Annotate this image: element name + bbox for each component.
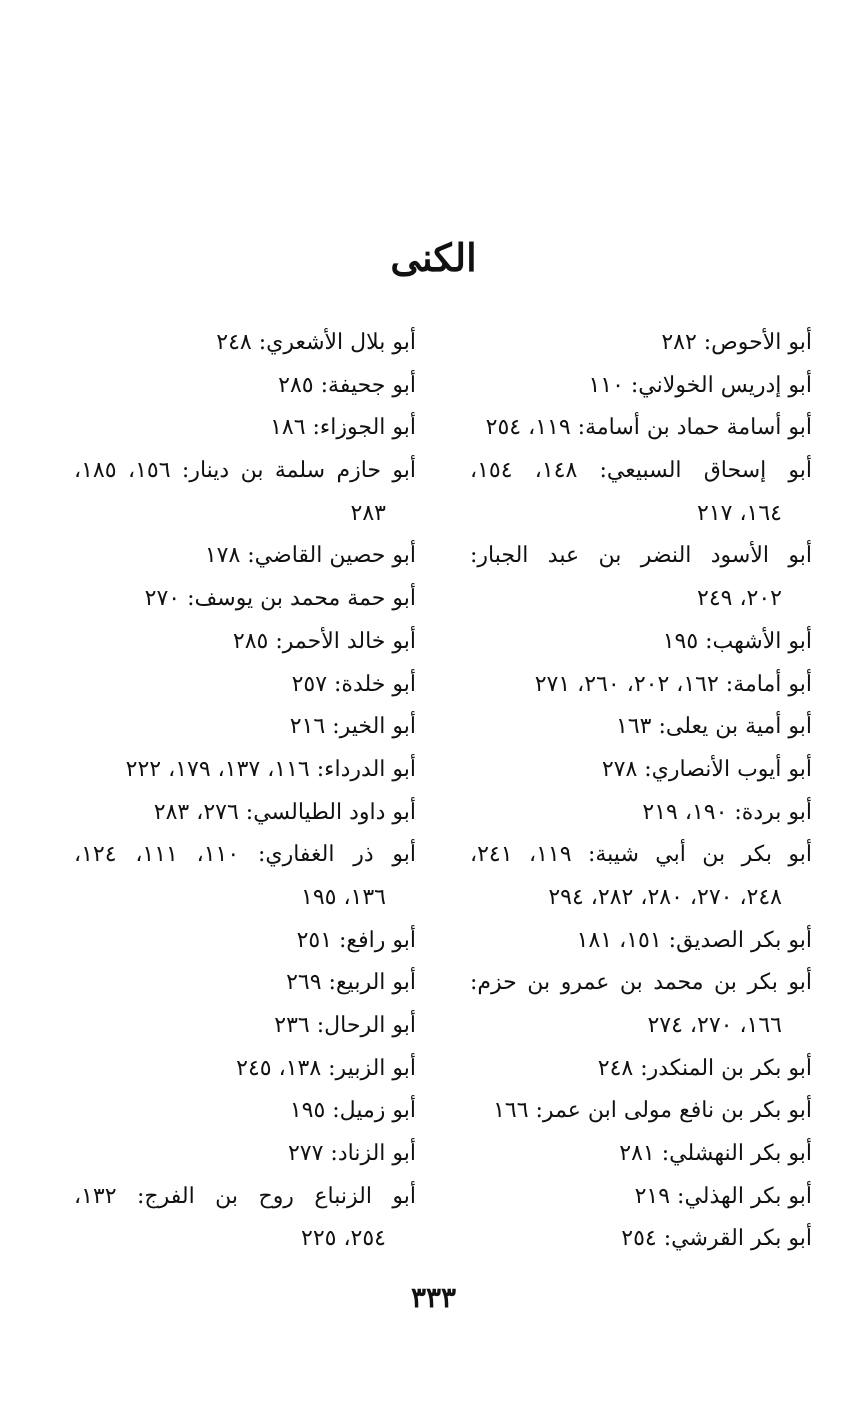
index-entry: أبو زميل: ١٩٥ bbox=[289, 1098, 416, 1124]
index-entry: أبو الجوزاء: ١٨٦ bbox=[270, 415, 416, 441]
index-entry: أبو حصين القاضي: ١٧٨ bbox=[204, 543, 416, 569]
index-entry: أبو الزناد: ٢٧٧ bbox=[287, 1141, 416, 1167]
index-entry: أبو بكر القرشي: ٢٥٤ bbox=[621, 1226, 812, 1252]
index-entry: أبو الأسود النضر بن عبد الجبار: bbox=[470, 543, 812, 569]
index-entry: أبو خالد الأحمر: ٢٨٥ bbox=[232, 628, 416, 654]
index-entry: أبو أمامة: ١٦٢، ٢٠٢، ٢٦٠، ٢٧١ bbox=[534, 671, 812, 697]
index-entry-continuation: ١٦٤، ٢١٧ bbox=[697, 500, 782, 526]
index-entry: أبو بكر بن نافع مولى ابن عمر: ١٦٦ bbox=[493, 1098, 812, 1124]
index-entry: أبو داود الطيالسي: ٢٧٦، ٢٨٣ bbox=[153, 799, 416, 825]
index-entry: أبو جحيفة: ٢٨٥ bbox=[278, 372, 416, 398]
index-entry: أبو الأشهب: ١٩٥ bbox=[662, 628, 812, 654]
index-entry: أبو حازم سلمة بن دينار: ١٥٦، ١٨٥، bbox=[74, 458, 417, 484]
index-entry: أبو الدرداء: ١١٦، ١٣٧، ١٧٩، ٢٢٢ bbox=[125, 756, 416, 782]
index-entry: أبو حمة محمد بن يوسف: ٢٧٠ bbox=[144, 586, 416, 612]
index-entry: أبو بكر بن محمد بن عمرو بن حزم: bbox=[470, 970, 812, 996]
index-entry: أبو خلدة: ٢٥٧ bbox=[291, 671, 416, 697]
index-entry: أبو ذر الغفاري: ١١٠، ١١١، ١٢٤، bbox=[74, 842, 416, 868]
index-entry: أبو أيوب الأنصاري: ٢٧٨ bbox=[601, 756, 812, 782]
index-entry: أبو بردة: ١٩٠، ٢١٩ bbox=[642, 799, 812, 825]
index-entry: أبو الزبير: ١٣٨، ٢٤٥ bbox=[236, 1055, 416, 1081]
index-entry-continuation: ٢٨٣ bbox=[350, 500, 386, 526]
page-title: الكنى bbox=[390, 235, 477, 280]
index-entry: أبو بكر بن المنكدر: ٢٤٨ bbox=[597, 1055, 812, 1081]
index-entry: أبو الرحال: ٢٣٦ bbox=[274, 1013, 416, 1038]
index-column-right bbox=[470, 322, 812, 1261]
index-entry-continuation: ٢٥٤، ٢٢٥ bbox=[301, 1226, 386, 1252]
index-entry: أبو الزنباع روح بن الفرج: ١٣٢، bbox=[74, 1183, 416, 1209]
index-entry: أبو الربيع: ٢٦٩ bbox=[286, 970, 416, 996]
index-entry: أبو إسحاق السبيعي: ١٤٨، ١٥٤، bbox=[470, 458, 813, 484]
index-column-left bbox=[74, 322, 416, 1261]
index-entry: أبو بلال الأشعري: ٢٤٨ bbox=[216, 330, 416, 355]
index-entry-continuation: ٢٠٢، ٢٤٩ bbox=[697, 586, 782, 612]
index-entry: أبو رافع: ٢٥١ bbox=[296, 927, 416, 953]
index-entry: أبو أمية بن يعلى: ١٦٣ bbox=[616, 714, 812, 740]
index-entry: أبو بكر الصديق: ١٥١، ١٨١ bbox=[576, 927, 812, 953]
index-entry-continuation: ١٣٦، ١٩٥ bbox=[301, 884, 386, 910]
index-entry: أبو أسامة حماد بن أسامة: ١١٩، ٢٥٤ bbox=[485, 415, 812, 441]
index-entry: أبو الأحوص: ٢٨٢ bbox=[661, 330, 812, 355]
index-entry-continuation: ١٦٦، ٢٧٠، ٢٧٤ bbox=[647, 1013, 782, 1038]
index-entry: أبو بكر بن أبي شيبة: ١١٩، ٢٤١، bbox=[470, 842, 813, 868]
index-entry-continuation: ٢٤٨، ٢٧٠، ٢٨٠، ٢٨٢، ٢٩٤ bbox=[548, 884, 782, 910]
index-entry: أبو بكر الهذلي: ٢١٩ bbox=[634, 1183, 812, 1209]
index-entry: أبو إدريس الخولاني: ١١٠ bbox=[588, 372, 812, 398]
page-number: ٣٣٣ bbox=[410, 1281, 457, 1314]
index-entry: أبو الخير: ٢١٦ bbox=[289, 714, 416, 740]
index-entry: أبو بكر النهشلي: ٢٨١ bbox=[619, 1141, 812, 1167]
